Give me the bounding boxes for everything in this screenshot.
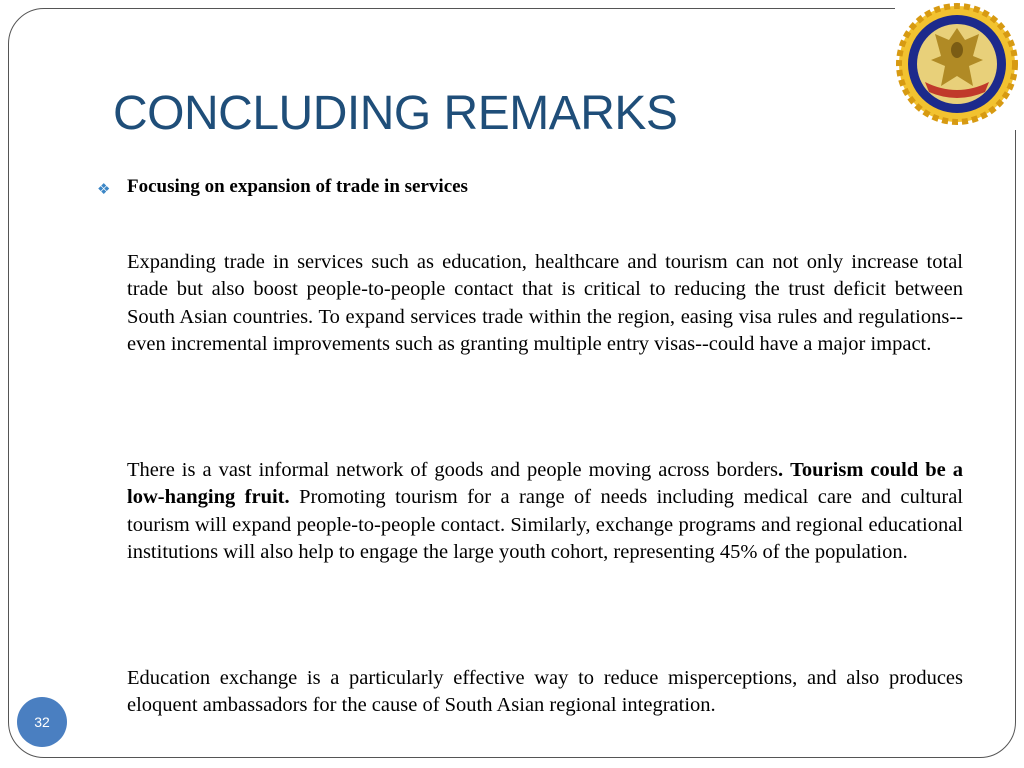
institute-logo: [895, 0, 1024, 130]
paragraph-2-dot: .: [777, 459, 784, 481]
paragraph-2: [127, 457, 963, 567]
paragraph-2-highlight: Tourism could be a low-hanging fruit.: [127, 459, 963, 509]
paragraph-3: Education exchange is a particularly effective way to reduce misperceptions, and also produces eloquent ambassadors for the cause of South Asian regional integration.: [127, 667, 963, 717]
paragraph-2-rest: Promoting tourism for a range of needs including medical care and cultural tourism will expand people-to-people contact. Similarly, exchange programs and regional educational institutions will also help to engage the large youth cohort, representing 45% of the population.: [127, 486, 964, 564]
page-title: CONCLUDING REMARKS: [113, 87, 678, 140]
bullet-heading: Focusing on expansion of trade in services: [127, 176, 468, 197]
page-number: 32: [34, 714, 50, 730]
diamond-bullet-icon: ❖: [97, 180, 111, 198]
page-number-badge: [17, 697, 67, 747]
paragraph-2-intro: There is a vast informal network of goods and people moving across borders: [127, 459, 778, 481]
institute-emblem-icon: [895, 0, 1024, 130]
paragraph-1: Expanding trade in services such as education, healthcare and tourism can not only increase total trade but also boost people-to-people contact that is critical to reducing the trust deficit between South Asian countries. To expand services trade within the region, easing visa rules and regulations--even incremental improvements such as granting multiple entry visas--could have a major impact.: [127, 251, 963, 356]
